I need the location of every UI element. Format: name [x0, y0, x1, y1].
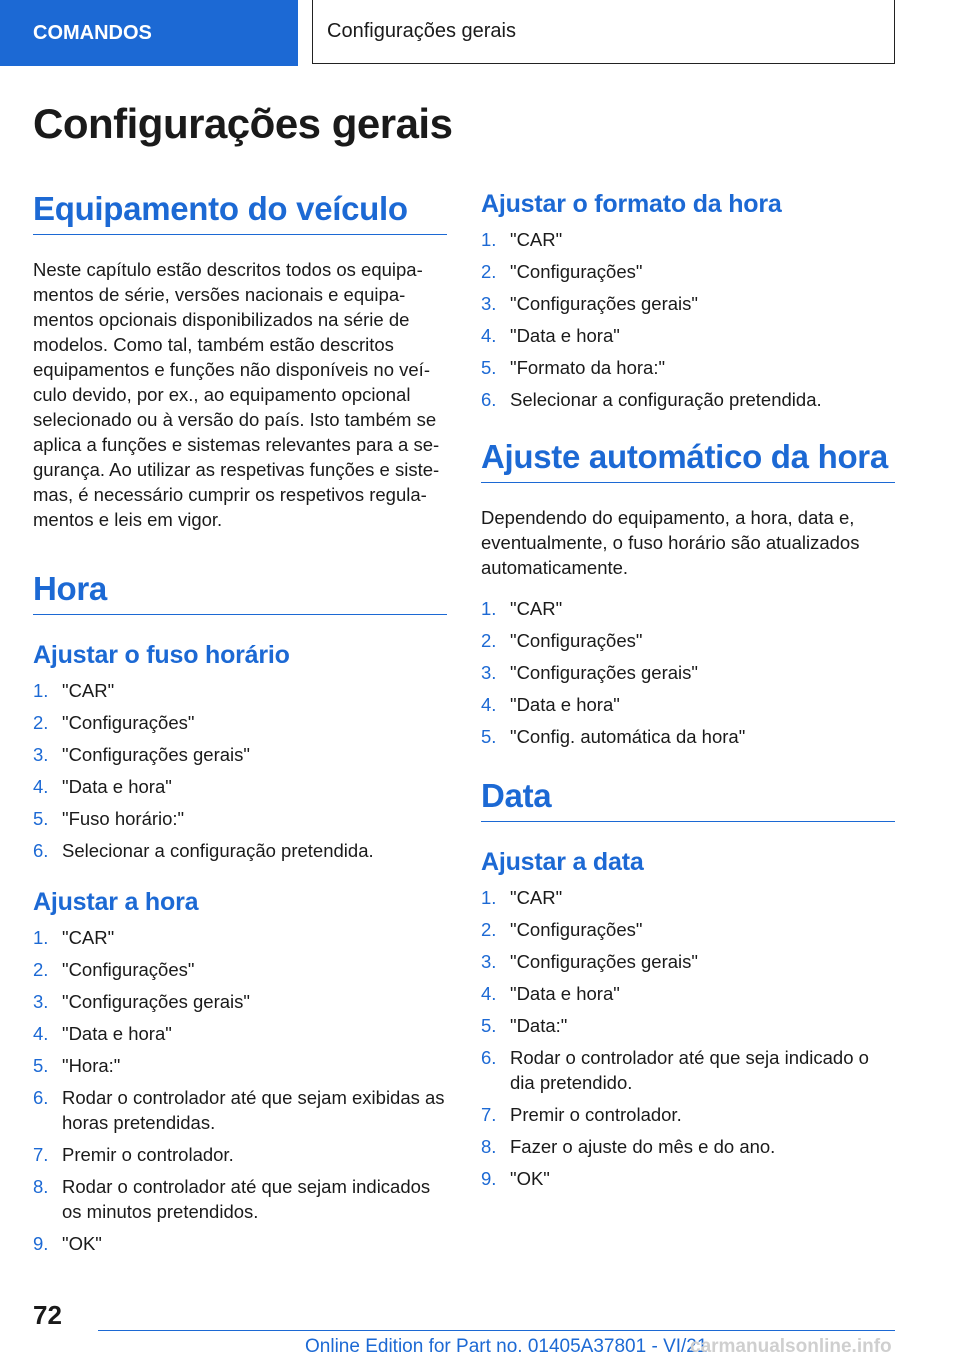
set-time-steps: [33, 925, 447, 1256]
section-title-auto-time: Ajuste automático da hora: [481, 438, 895, 483]
list-item: [33, 925, 447, 950]
step-text: "CAR": [510, 229, 563, 250]
section-tab: [0, 0, 298, 66]
list-item: [481, 885, 895, 910]
list-item: [33, 957, 447, 982]
step-text: Fazer o ajuste do mês e do ano.: [510, 1136, 776, 1157]
list-item: [33, 710, 447, 735]
timezone-steps: [33, 678, 447, 863]
step-number: 2.: [481, 261, 497, 282]
step-text: "Configurações gerais": [510, 951, 698, 972]
step-text: "Configurações": [62, 959, 195, 980]
step-number: 5.: [33, 808, 49, 829]
step-text: Rodar o controlador até que sejam exibidas as horas pretendidas.: [62, 1087, 445, 1133]
section-title-date: Data: [481, 777, 895, 822]
watermark: carmanualsonline.info: [690, 1336, 892, 1357]
list-item: [33, 774, 447, 799]
list-item: [33, 1142, 447, 1167]
step-number: 8.: [481, 1136, 497, 1157]
chapter-label: Configurações gerais: [327, 20, 516, 42]
list-item: [33, 1053, 447, 1078]
list-item: [481, 917, 895, 942]
section-title-time: Hora: [33, 570, 447, 615]
step-text: Premir o controlador.: [62, 1144, 234, 1165]
footer-divider: [98, 1330, 895, 1331]
list-item: [481, 949, 895, 974]
step-text: Premir o controlador.: [510, 1104, 682, 1125]
step-text: "Hora:": [62, 1055, 121, 1076]
step-text: "Data e hora": [62, 776, 172, 797]
step-number: 1.: [33, 927, 49, 948]
step-text: "Data e hora": [510, 694, 620, 715]
list-item: [481, 1045, 895, 1095]
step-number: 9.: [481, 1168, 497, 1189]
list-item: [33, 742, 447, 767]
step-text: "Configurações gerais": [62, 991, 250, 1012]
list-item: [33, 989, 447, 1014]
list-item: [481, 596, 895, 621]
step-text: "OK": [510, 1168, 550, 1189]
list-item: [481, 724, 895, 749]
list-item: [481, 323, 895, 348]
step-number: 3.: [33, 991, 49, 1012]
right-column: [481, 190, 895, 1198]
step-number: 4.: [33, 1023, 49, 1044]
auto-time-steps: [481, 596, 895, 749]
equipment-paragraph: Neste capítulo estão descritos todos os equipamentos de série, versões nacionais e equipamentos opcionais disponibilizados na série de modelos. Como tal, também estão descritos equipamentos e funções não disponíveis no veículo devido, por ex., ao equipamento opcional selecionado ou à versão do país. Isto também se aplica a funções e sistemas relevantes para a segurança. Ao utilizar as respetivas funções e sistemas, é necessário cumprir os respetivos regulamentos e leis em vigor.: [33, 259, 440, 530]
step-number: 3.: [481, 293, 497, 314]
step-text: "Data e hora": [510, 983, 620, 1004]
step-text: "Formato da hora:": [510, 357, 666, 378]
step-number: 2.: [481, 630, 497, 651]
chapter-header: [312, 0, 895, 64]
list-item: [481, 628, 895, 653]
step-number: 5.: [481, 357, 497, 378]
list-item: [481, 1013, 895, 1038]
step-text: Rodar o controlador até que seja indicado o dia pretendido.: [510, 1047, 869, 1093]
step-number: 6.: [481, 389, 497, 410]
step-number: 6.: [33, 840, 49, 861]
step-text: "Configurações": [510, 261, 643, 282]
set-date-steps: [481, 885, 895, 1191]
subsection-title-set-date: Ajustar a data: [481, 848, 644, 876]
step-number: 6.: [481, 1047, 497, 1068]
subsection-title-time-format: Ajustar o formato da hora: [481, 190, 782, 218]
step-number: 2.: [33, 959, 49, 980]
step-number: 4.: [481, 983, 497, 1004]
step-number: 7.: [481, 1104, 497, 1125]
step-number: 1.: [481, 598, 497, 619]
step-number: 4.: [481, 325, 497, 346]
step-text: "Configurações": [62, 712, 195, 733]
step-text: "Configurações": [510, 919, 643, 940]
step-number: 3.: [481, 662, 497, 683]
step-text: "CAR": [510, 887, 563, 908]
step-number: 5.: [481, 726, 497, 747]
section-label: COMANDOS: [33, 21, 152, 44]
step-text: Rodar o controlador até que sejam indicados os minutos pretendidos.: [62, 1176, 431, 1222]
step-text: "CAR": [62, 680, 115, 701]
step-text: Selecionar a configuração pretendida.: [62, 840, 374, 861]
step-number: 4.: [481, 694, 497, 715]
step-text: "Configurações": [510, 630, 643, 651]
step-number: 1.: [481, 887, 497, 908]
edition-note: Online Edition for Part no. 01405A37801 - VI/21: [305, 1336, 708, 1357]
step-number: 7.: [33, 1144, 49, 1165]
list-item: [33, 678, 447, 703]
step-text: Selecionar a configuração pretendida.: [510, 389, 822, 410]
subsection-title-set-time: Ajustar a hora: [33, 888, 199, 916]
list-item: [33, 806, 447, 831]
list-item: [481, 387, 895, 412]
step-number: 2.: [33, 712, 49, 733]
step-text: "Configurações gerais": [62, 744, 250, 765]
list-item: [481, 291, 895, 316]
step-number: 5.: [481, 1015, 497, 1036]
auto-time-paragraph: Dependendo do equipamento, a hora, data e, eventualmente, o fuso horário são atualizados automaticamente.: [481, 507, 860, 578]
list-item: [481, 227, 895, 252]
step-number: 8.: [33, 1176, 49, 1197]
time-format-steps: [481, 227, 895, 412]
page-number: 72: [33, 1300, 62, 1330]
step-number: 5.: [33, 1055, 49, 1076]
list-item: [481, 1134, 895, 1159]
list-item: [481, 692, 895, 717]
list-item: [481, 981, 895, 1006]
list-item: [33, 1174, 447, 1224]
list-item: [481, 355, 895, 380]
list-item: [33, 1231, 447, 1256]
list-item: [481, 259, 895, 284]
step-text: "Configurações gerais": [510, 293, 698, 314]
left-column: [33, 190, 447, 1263]
step-text: "Config. automática da hora": [510, 726, 746, 747]
subsection-title-timezone: Ajustar o fuso horário: [33, 641, 290, 669]
step-text: "CAR": [510, 598, 563, 619]
list-item: [33, 838, 447, 863]
step-text: "Data e hora": [510, 325, 620, 346]
step-number: 3.: [33, 744, 49, 765]
step-text: "Configurações gerais": [510, 662, 698, 683]
step-number: 4.: [33, 776, 49, 797]
step-number: 3.: [481, 951, 497, 972]
step-text: "Fuso horário:": [62, 808, 185, 829]
list-item: [33, 1085, 447, 1135]
page-title: Configurações gerais: [33, 100, 453, 147]
step-text: "Data e hora": [62, 1023, 172, 1044]
step-text: "OK": [62, 1233, 102, 1254]
list-item: [481, 660, 895, 685]
list-item: [33, 1021, 447, 1046]
section-title-equipment: Equipamento do veículo: [33, 190, 447, 235]
step-number: 1.: [481, 229, 497, 250]
list-item: [481, 1102, 895, 1127]
step-number: 1.: [33, 680, 49, 701]
step-text: "Data:": [510, 1015, 568, 1036]
step-number: 9.: [33, 1233, 49, 1254]
step-number: 6.: [33, 1087, 49, 1108]
step-text: "CAR": [62, 927, 115, 948]
list-item: [481, 1166, 895, 1191]
step-number: 2.: [481, 919, 497, 940]
